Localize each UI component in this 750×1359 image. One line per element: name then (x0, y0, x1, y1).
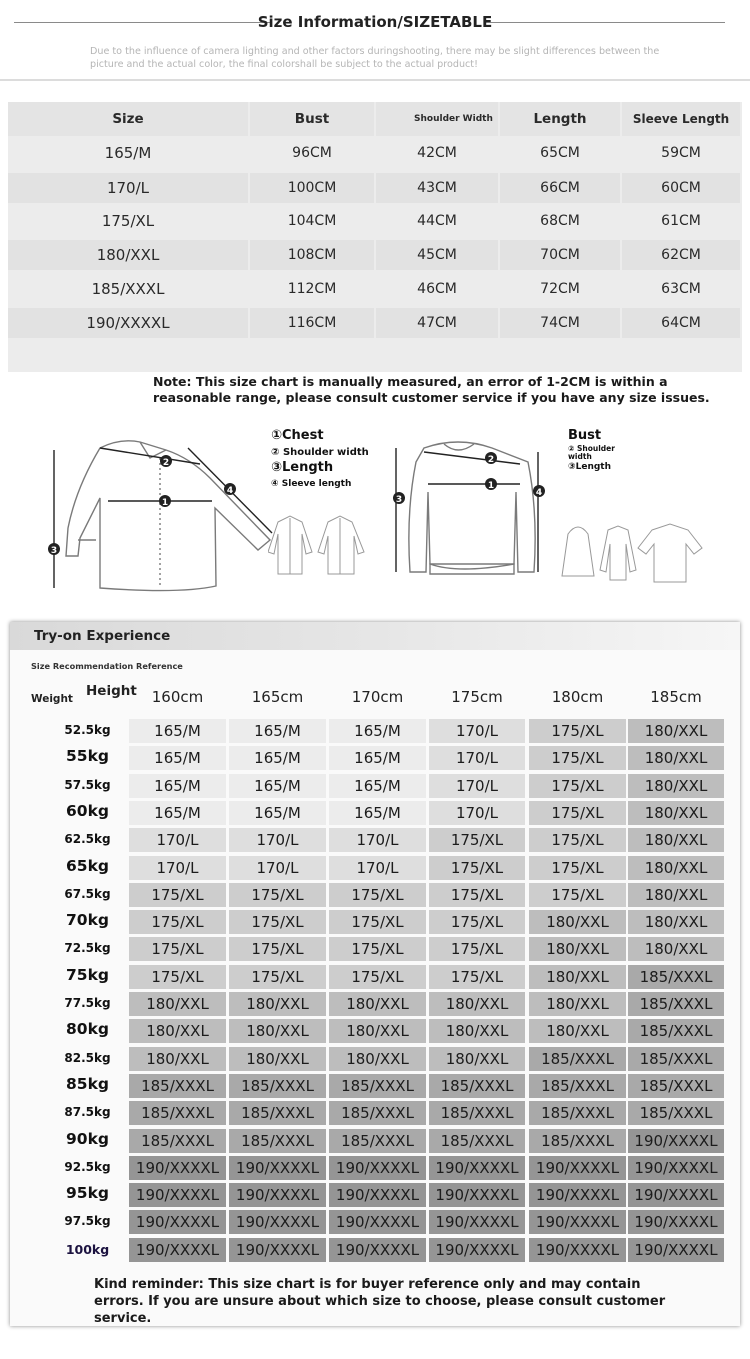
size-recommendation-cell: 180/XXL (628, 719, 724, 743)
sweater-label-bust: Bust (568, 428, 602, 443)
size-recommendation-cell: 190/XXXXL (529, 1156, 626, 1180)
size-recommendation-cell: 185/XXXL (229, 1129, 326, 1153)
svg-text:4: 4 (535, 488, 543, 498)
size-recommendation-cell: 185/XXXL (229, 1101, 326, 1125)
height-column-header: 160cm (151, 688, 204, 706)
size-recommendation-cell: 190/XXXXL (628, 1238, 724, 1262)
size-recommendation-cell: 165/M (329, 774, 426, 798)
size-recommendation-cell: 185/XXXL (628, 1019, 724, 1043)
sweater-diagram (388, 432, 560, 592)
size-recommendation-cell: 180/XXL (529, 910, 626, 934)
size-recommendation-cell: 170/L (429, 719, 525, 743)
size-table-header: Size (8, 102, 248, 136)
size-recommendation-cell: 180/XXL (529, 937, 626, 961)
knitwear-sketches-icon (560, 520, 705, 590)
size-recommendation-cell: 180/XXL (129, 1019, 226, 1043)
weight-row-label: 57.5kg (64, 778, 111, 792)
size-recommendation-cell: 185/XXXL (628, 1101, 724, 1125)
size-recommendation-cell: 175/XL (429, 883, 525, 907)
size-recommendation-cell: 190/XXXXL (628, 1210, 724, 1234)
weight-row-label: 62.5kg (64, 832, 111, 846)
size-recommendation-cell: 190/XXXXL (229, 1210, 326, 1234)
size-recommendation-cell: 175/XL (429, 828, 525, 852)
shirt-label-length: ③Length (271, 460, 334, 475)
shirt-label-sleeve: ④ Sleeve length (271, 479, 352, 489)
size-recommendation-cell: 180/XXL (229, 992, 326, 1016)
size-recommendation-cell: 180/XXL (529, 965, 626, 989)
size-recommendation-cell: 185/XXXL (129, 1129, 226, 1153)
size-table-cell: 96CM (250, 138, 374, 168)
height-column-header: 180cm (551, 688, 604, 706)
size-recommendation-cell: 180/XXL (628, 828, 724, 852)
size-table-cell: 108CM (250, 240, 374, 270)
height-axis-label: Height (86, 683, 137, 699)
size-recommendation-cell: 190/XXXXL (628, 1129, 724, 1153)
size-table-header: Sleeve Length (622, 102, 740, 136)
size-table-cell: 64CM (622, 308, 740, 338)
size-recommendation-cell: 190/XXXXL (628, 1183, 724, 1207)
size-table-cell: 70CM (500, 240, 620, 270)
weight-row-label: 90kg (66, 1130, 109, 1148)
size-recommendation-cell: 190/XXXXL (529, 1183, 626, 1207)
size-recommendation-cell: 175/XL (529, 828, 626, 852)
weight-row-label: 70kg (66, 911, 109, 929)
size-table-cell: 170/L (8, 173, 248, 203)
size-recommendation-cell: 185/XXXL (429, 1129, 525, 1153)
size-table-cell: 42CM (376, 138, 498, 168)
size-recommendation-cell: 175/XL (129, 937, 226, 961)
size-recommendation-cell: 190/XXXXL (429, 1183, 525, 1207)
size-recommendation-cell: 180/XXL (628, 746, 724, 770)
size-recommendation-cell: 175/XL (429, 856, 525, 880)
size-recommendation-cell: 185/XXXL (429, 1074, 525, 1098)
shirt-diagram (40, 428, 280, 598)
size-recommendation-cell: 185/XXXL (429, 1101, 525, 1125)
size-recommendation-cell: 180/XXL (628, 774, 724, 798)
size-table-cell: 46CM (376, 274, 498, 304)
size-recommendation-cell: 175/XL (529, 856, 626, 880)
header-divider (0, 79, 750, 81)
svg-text:1: 1 (161, 498, 169, 508)
size-table-cell: 43CM (376, 173, 498, 203)
size-recommendation-cell: 165/M (329, 746, 426, 770)
size-table-header: Shoulder Width (376, 102, 498, 136)
weight-row-label: 72.5kg (64, 941, 111, 955)
weight-row-label: 82.5kg (64, 1051, 111, 1065)
shirt-label-shoulder: ② Shoulder width (271, 447, 369, 458)
weight-row-label: 80kg (66, 1020, 109, 1038)
size-table-header: Length (500, 102, 620, 136)
size-recommendation-cell: 190/XXXXL (229, 1238, 326, 1262)
size-recommendation-cell: 175/XL (429, 965, 525, 989)
size-recommendation-cell: 170/L (229, 856, 326, 880)
size-recommendation-cell: 175/XL (129, 910, 226, 934)
size-table-cell: 65CM (500, 138, 620, 168)
size-recommendation-cell: 175/XL (329, 910, 426, 934)
weight-row-label: 92.5kg (64, 1160, 111, 1174)
size-recommendation-cell: 165/M (229, 719, 326, 743)
size-recommendation-cell: 175/XL (529, 883, 626, 907)
size-recommendation-cell: 180/XXL (329, 1047, 426, 1071)
size-table-cell: 45CM (376, 240, 498, 270)
size-recommendation-cell: 185/XXXL (529, 1101, 626, 1125)
size-recommendation-cell: 185/XXXL (329, 1101, 426, 1125)
size-recommendation-cell: 175/XL (329, 965, 426, 989)
size-recommendation-cell: 165/M (129, 746, 226, 770)
weight-row-label: 52.5kg (64, 723, 111, 737)
size-recommendation-cell: 170/L (429, 746, 525, 770)
size-recommendation-cell: 190/XXXXL (329, 1183, 426, 1207)
size-recommendation-cell: 180/XXL (129, 992, 226, 1016)
measure-markers (48, 455, 236, 556)
jacket-sketches-icon (268, 512, 368, 584)
size-recommendation-cell: 180/XXL (628, 937, 724, 961)
weight-row-label: 60kg (66, 802, 109, 820)
size-table-cell: 185/XXXL (8, 274, 248, 304)
size-recommendation-cell: 175/XL (329, 883, 426, 907)
tryon-subtitle: Size Recommendation Reference (31, 661, 183, 671)
size-recommendation-cell: 190/XXXXL (329, 1238, 426, 1262)
weight-row-label: 55kg (66, 747, 109, 765)
shirt-label-chest: ①Chest (271, 428, 324, 443)
weight-row-label: 67.5kg (64, 887, 111, 901)
weight-row-label: 65kg (66, 857, 109, 875)
size-recommendation-cell: 170/L (129, 856, 226, 880)
size-recommendation-cell: 185/XXXL (628, 965, 724, 989)
measurement-note: Note: This size chart is manually measured, an error of 1-2CM is within a reasonable range, please consult customer service if you have any size issues. (153, 374, 710, 405)
size-recommendation-cell: 170/L (429, 774, 525, 798)
size-table-cell: 68CM (500, 206, 620, 236)
size-recommendation-cell: 185/XXXL (529, 1047, 626, 1071)
size-recommendation-cell: 185/XXXL (628, 1047, 724, 1071)
size-recommendation-cell: 175/XL (329, 937, 426, 961)
size-recommendation-cell: 180/XXL (329, 1019, 426, 1043)
size-recommendation-cell: 190/XXXXL (129, 1210, 226, 1234)
size-recommendation-cell: 185/XXXL (529, 1074, 626, 1098)
size-recommendation-cell: 180/XXL (329, 992, 426, 1016)
svg-text:2: 2 (162, 458, 170, 468)
size-table-cell: 62CM (622, 240, 740, 270)
size-recommendation-cell: 190/XXXXL (429, 1156, 525, 1180)
size-recommendation-cell: 165/M (329, 801, 426, 825)
size-table (8, 102, 742, 372)
size-recommendation-cell: 175/XL (129, 965, 226, 989)
size-recommendation-cell: 190/XXXXL (229, 1183, 326, 1207)
size-recommendation-cell: 180/XXL (628, 883, 724, 907)
sweater-label-length: ③Length (568, 462, 612, 472)
size-table-cell: 72CM (500, 274, 620, 304)
size-recommendation-cell: 175/XL (129, 883, 226, 907)
size-recommendation-cell: 170/L (229, 828, 326, 852)
size-recommendation-cell: 175/XL (429, 937, 525, 961)
size-recommendation-cell: 165/M (129, 801, 226, 825)
size-recommendation-cell: 180/XXL (529, 992, 626, 1016)
kind-reminder: Kind reminder: This size chart is for buyer reference only and may contain errors. If you are unsure about which size to choose, please consult customer service. (94, 1277, 666, 1326)
size-recommendation-cell: 185/XXXL (628, 1074, 724, 1098)
size-recommendation-cell: 175/XL (529, 774, 626, 798)
size-recommendation-cell: 175/XL (529, 746, 626, 770)
svg-text:1: 1 (487, 481, 495, 491)
size-recommendation-cell: 180/XXL (229, 1019, 326, 1043)
size-table-cell: 63CM (622, 274, 740, 304)
size-table-cell: 66CM (500, 173, 620, 203)
size-recommendation-cell: 190/XXXXL (329, 1210, 426, 1234)
size-recommendation-cell: 165/M (329, 719, 426, 743)
size-recommendation-cell: 175/XL (229, 910, 326, 934)
size-table-cell: 59CM (622, 138, 740, 168)
size-table-header: Bust (250, 102, 374, 136)
color-disclaimer: Due to the influence of camera lighting and other factors duringshooting, there may be slight differences between the picture and the actual color, the final colorshall be subject to the actual product! (90, 46, 660, 70)
weight-row-label: 95kg (66, 1184, 109, 1202)
weight-row-label: 97.5kg (64, 1214, 111, 1228)
size-recommendation-cell: 190/XXXXL (229, 1156, 326, 1180)
size-recommendation-cell: 180/XXL (429, 1047, 525, 1071)
weight-row-label: 87.5kg (64, 1105, 111, 1119)
height-column-header: 165cm (251, 688, 304, 706)
size-recommendation-cell: 190/XXXXL (129, 1238, 226, 1262)
sweater-label-shoulder: ② Shoulder width (568, 444, 615, 461)
size-recommendation-cell: 185/XXXL (229, 1074, 326, 1098)
size-table-cell: 47CM (376, 308, 498, 338)
size-recommendation-cell: 180/XXL (429, 992, 525, 1016)
tryon-title: Try-on Experience (34, 628, 171, 644)
size-recommendation-cell: 175/XL (529, 801, 626, 825)
size-recommendation-cell: 190/XXXXL (429, 1210, 525, 1234)
size-table-cell: 180/XXL (8, 240, 248, 270)
size-recommendation-cell: 175/XL (229, 965, 326, 989)
svg-text:3: 3 (50, 546, 58, 556)
svg-text:2: 2 (487, 455, 495, 465)
height-column-header: 170cm (351, 688, 404, 706)
size-table-cell: 104CM (250, 206, 374, 236)
size-table-cell: 175/XL (8, 206, 248, 236)
size-table-cell: 61CM (622, 206, 740, 236)
size-recommendation-cell: 185/XXXL (628, 992, 724, 1016)
size-recommendation-cell: 180/XXL (229, 1047, 326, 1071)
size-recommendation-cell: 165/M (129, 774, 226, 798)
size-recommendation-cell: 190/XXXXL (529, 1210, 626, 1234)
size-recommendation-cell: 190/XXXXL (329, 1156, 426, 1180)
size-recommendation-cell: 190/XXXXL (529, 1238, 626, 1262)
svg-text:4: 4 (226, 486, 234, 496)
size-recommendation-cell: 185/XXXL (129, 1074, 226, 1098)
height-column-header: 185cm (650, 688, 702, 706)
size-recommendation-cell: 175/XL (229, 883, 326, 907)
size-recommendation-cell: 185/XXXL (329, 1129, 426, 1153)
svg-text:3: 3 (395, 495, 403, 505)
weight-row-label: 77.5kg (64, 996, 111, 1010)
size-table-cell: 165/M (8, 138, 248, 168)
size-recommendation-cell: 180/XXL (129, 1047, 226, 1071)
height-column-header: 175cm (451, 688, 503, 706)
size-recommendation-cell: 185/XXXL (129, 1101, 226, 1125)
size-recommendation-cell: 175/XL (529, 719, 626, 743)
size-recommendation-cell: 180/XXL (628, 910, 724, 934)
weight-axis-label: Weight (31, 693, 73, 705)
size-recommendation-cell: 170/L (429, 801, 525, 825)
size-recommendation-cell: 170/L (329, 828, 426, 852)
size-recommendation-cell: 185/XXXL (329, 1074, 426, 1098)
size-recommendation-cell: 185/XXXL (529, 1129, 626, 1153)
size-recommendation-cell: 165/M (129, 719, 226, 743)
size-recommendation-cell: 180/XXL (429, 1019, 525, 1043)
size-recommendation-cell: 180/XXL (628, 801, 724, 825)
size-recommendation-cell: 190/XXXXL (129, 1183, 226, 1207)
size-recommendation-cell: 190/XXXXL (429, 1238, 525, 1262)
size-table-cell: 60CM (622, 173, 740, 203)
size-recommendation-cell: 165/M (229, 801, 326, 825)
size-recommendation-cell: 180/XXL (628, 856, 724, 880)
size-recommendation-cell: 175/XL (429, 910, 525, 934)
size-recommendation-cell: 190/XXXXL (628, 1156, 724, 1180)
size-recommendation-cell: 170/L (129, 828, 226, 852)
size-recommendation-cell: 165/M (229, 746, 326, 770)
size-table-cell: 116CM (250, 308, 374, 338)
size-table-cell: 112CM (250, 274, 374, 304)
size-recommendation-cell: 165/M (229, 774, 326, 798)
size-recommendation-cell: 170/L (329, 856, 426, 880)
weight-row-label: 85kg (66, 1075, 109, 1093)
size-table-cell: 74CM (500, 308, 620, 338)
size-recommendation-cell: 175/XL (229, 937, 326, 961)
size-table-cell: 44CM (376, 206, 498, 236)
size-table-cell: 100CM (250, 173, 374, 203)
weight-row-label: 100kg (65, 1242, 110, 1257)
weight-row-label: 75kg (66, 966, 109, 984)
size-table-cell: 190/XXXXL (8, 308, 248, 338)
size-recommendation-cell: 190/XXXXL (129, 1156, 226, 1180)
size-recommendation-cell: 180/XXL (529, 1019, 626, 1043)
page-title: Size Information/SIZETABLE (257, 13, 493, 31)
